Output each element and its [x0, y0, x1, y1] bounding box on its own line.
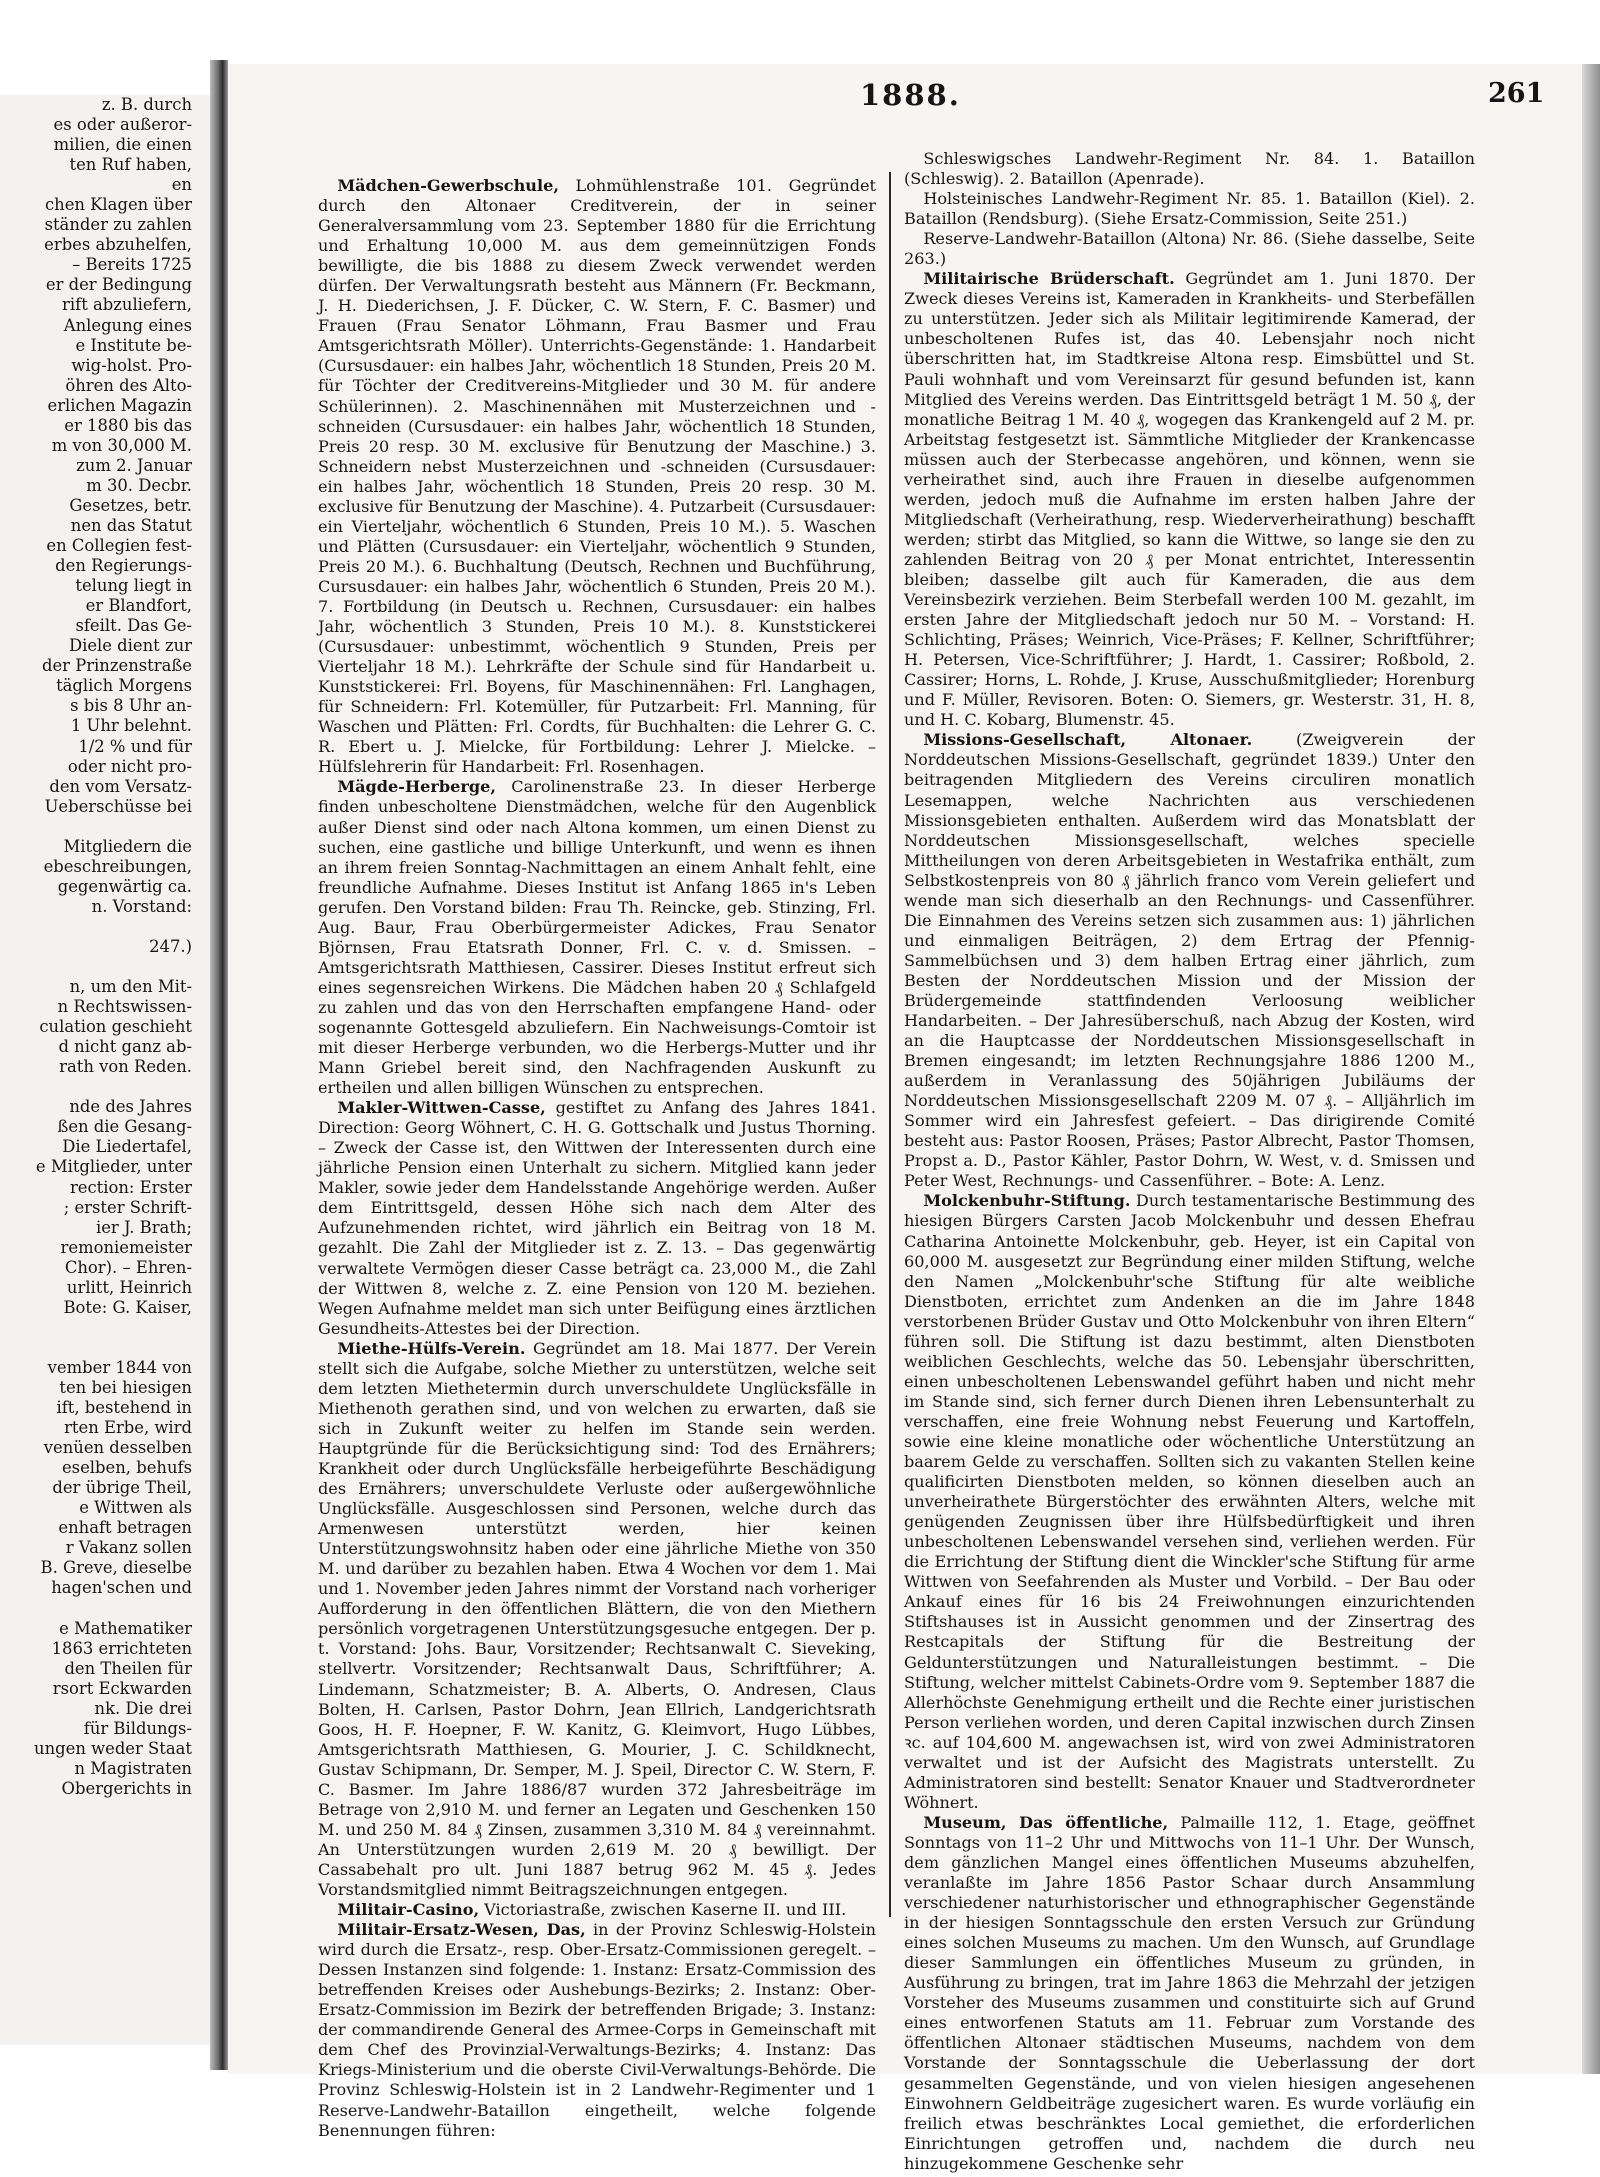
left-fragment-line: ungen weder Staat: [34, 1738, 192, 1758]
left-fragment-line: rten Erbe, wird: [64, 1418, 192, 1438]
left-fragment-line: B. Greve, dieselbe: [40, 1558, 192, 1578]
left-fragment-line: n Magistraten: [74, 1758, 192, 1778]
left-fragment-line: wig-holst. Pro-: [71, 355, 192, 375]
left-page-fragment: [0, 95, 210, 2045]
left-fragment-line: m 30. Decbr.: [86, 475, 192, 495]
left-fragment-line: er Blandfort,: [85, 596, 192, 616]
directory-entry: [318, 1900, 876, 1920]
entry-text: gestiftet zu Anfang des Jahres 1841. Direction: Georg Wöhnert, C. H. G. Gottschalk und Justus Thorning. – Zweck der Casse ist, den Wittwen der Interessenten durch eine jährliche Pension einen Unterhalt zu sichern. Mitglied kann jeder Makler, sowie jeder dem Handelsstande Angehörige werden. Außer dem Eintrittsgeld, dessen Höhe sich nach dem Alter des Aufzunehmenden richtet, wird jährlich ein Beitrag von 18 M. gezahlt. Die Zahl der Mitglieder ist z. Z. 13. – Das gegenwärtig verwaltete Vermögen dieser Casse beträgt ca. 23,000 M., die Zahl der Wittwen 8, welche z. Z. eine Pension von 120 M. beziehen. Wegen Aufnahme meldet man sich unter Beifügung eines ärztlichen Gesundheits-Attestes bei der Direction.: [318, 1098, 876, 1338]
left-fragment-line: nk. Die drei: [94, 1698, 192, 1718]
left-fragment-line: den vom Versatz-: [49, 776, 192, 796]
entry-text: Durch testamentarische Bestimmung des hiesigen Bürgers Carsten Jacob Molckenbuhr und dessen Ehefrau Catharina Antoinette Molckenbuhr, geb. Heyer, ist ein Capital von 60,000 M. ausgesetzt zur Begründung einer milden Stiftung, welche den Namen „Molckenbuhr'sche Stiftung für alte weibliche Dienstboten, errichtet zum Andenken an die im Jahre 1848 verstorbenen Brüder Gustav und Otto Molckenbuhr von ihren Eltern“ führen soll. Die Stiftung ist dazu bestimmt, alten Dienstboten weiblichen Geschlechts, welche das 50. Lebensjahr überschritten, einen unbescholtenen Lebenswandel geführt haben und nicht mehr im Stande sind, sich ferner durch Dienen ihren Lebensunterhalt zu verschaffen, eine freie Wohnung nebst Feuerung und Kartoffeln, sowie eine kleine monatliche oder wöchentliche Unterstützung an baarem Gelde zu verschaffen. Sollten sich zu vakanten Stellen keine qualificirten Dienstboten melden, so können dieselben auch an unverheirathete Bürgerstöchter des erwähnten Alters, welche mit genügenden Zeugnissen über ihre Hülfsbedürftigkeit und ihren unbescholtenen Lebenswandel versehen sind, verliehen werden. Für die Errichtung der Stiftung dient die Winckler'sche Stiftung für arme Wittwen von Seefahrenden als Muster und Vorbild. – Der Bau oder Ankauf eines für 16 bis 24 Freiwohnungen einzurichtenden Stiftshauses ist in Aussicht genommen und der Zinsertrag des Restcapitals der Stiftung für die Bestreitung der Geldunterstützungen und Naturalleistungen bestimmt. – Die Stiftung, welcher mittelst Cabinets-Ordre vom 9. September 1887 die Allerhöchste Genehmigung ertheilt und die Rechte einer juristischen Person verliehen worden, und deren Capital inzwischen durch Zinsen ꝛc. auf 104,600 M. angewachsen ist, wird von zwei Administratoren verwaltet und ist der Aufsicht des Magistrats unterstellt. Zu Administratoren sind bestellt: Senator Knauer und Stadtverordneter Wöhnert.: [904, 1191, 1475, 1812]
left-fragment-line: eselben, behufs: [61, 1458, 192, 1478]
left-fragment-line: en: [171, 175, 192, 195]
left-fragment-line: culation geschieht: [39, 1017, 192, 1037]
left-fragment-line: vember 1844 von: [47, 1357, 192, 1377]
left-fragment-line: ten Ruf haben,: [69, 155, 192, 175]
left-fragment-line: enhaft betragen: [58, 1518, 192, 1538]
entry-text: Lohmühlenstraße 101. Gegründet durch den Altonaer Creditverein, der in seiner Generalversammlung vom 23. September 1880 für die Errichtung und Erhaltung 10,000 M. aus dem gemeinnützigen Fonds bewilligte, die bis 1888 zu diesem Zweck verwendet werden dürfen. Der Verwaltungsrath besteht aus Männern (Fr. Beckmann, J. H. Diederichsen, J. F. Dücker, C. W. Stern, F. C. Basmer) und Frauen (Frau Senator Löhmann, Frau Basmer und Frau Amtsgerichtsrath Möller). Unterrichts-Gegenstände: 1. Handarbeit (Cursusdauer: ein halbes Jahr, wöchentlich 18 Stunden, Preis 20 M. für Töchter der Creditvereins-Mitglieder und 30 M. für andere Schülerinnen). 2. Maschinennähen mit Musterzeichnen und -schneiden (Cursusdauer: ein halbes Jahr, wöchentlich 18 Stunden, Preis 20 resp. 30 M. exclusive für Benutzung der Maschine.) 3. Schneidern nebst Musterzeichnen und -schneiden (Cursusdauer: ein halbes Jahr, wöchentlich 18 Stunden, Preis 20 resp. 30 M. exclusive für Benutzung der Maschine). 4. Putzarbeit (Cursusdauer: ein Vierteljahr, wöchentlich 6 Stunden, Preis 10 M.). 5. Waschen und Plätten (Cursusdauer: ein Vierteljahr, wöchentlich 9 Stunden, Preis 20 M.). 6. Buchhaltung (Deutsch, Rechnen und Buchführung, Cursusdauer: ein halbes Jahr, wöchentlich 6 Stunden, Preis 20 M.). 7. Fortbildung (in Deutsch u. Rechnen, Cursusdauer: ein halbes Jahr, wöchentlich 3 Stunden, Preis 10 M.). 8. Kunststickerei (Cursusdauer: unbestimmt, wöchentlich 9 Stunden, Preis per Vierteljahr 18 M.). Lehrkräfte der Schule sind für Handarbeit u. Kunststickerei: Frl. Boyens, für Maschinennähen: Frl. Langhagen, für Schneidern: Frl. Kotemüller, für Putzarbeit: Frl. Manning, für Waschen und Plätten: Frl. Cordts, für Buchhalten: die Lehrer G. C. R. Ebert u. J. Mielcke, für Fortbildung: Lehrer J. Mielcke. – Hülfslehrerin für Handarbeit: Frl. Rosenhagen.: [318, 176, 876, 777]
left-fragment-line: nen das Statut: [70, 515, 192, 535]
left-fragment-line: m von 30,000 M.: [51, 435, 192, 455]
left-fragment-line: oder nicht pro-: [67, 756, 192, 776]
directory-entry: [904, 229, 1475, 269]
left-fragment-line: es oder außeror-: [53, 115, 192, 135]
left-fragment-line: [0, 1599, 210, 1619]
left-fragment-line: den Regierungs-: [55, 556, 192, 576]
left-fragment-line: r Vakanz sollen: [65, 1538, 192, 1558]
left-fragment-line: sfeilt. Das Ge-: [75, 616, 192, 636]
left-fragment-line: öhren des Alto-: [65, 375, 192, 395]
left-fragment-line: chen Klagen über: [44, 195, 192, 215]
entry-title: Molckenbuhr-Stiftung.: [923, 1191, 1131, 1211]
directory-entry: [904, 1191, 1475, 1812]
entry-title: Militair-Casino,: [337, 1900, 480, 1920]
left-fragment-line: zum 2. Januar: [76, 455, 192, 475]
left-fragment-line: 1 Uhr belehnt.: [70, 716, 192, 736]
left-fragment-line: s bis 8 Uhr an-: [70, 696, 192, 716]
book-gutter: [210, 60, 228, 2070]
left-fragment-line: e Institute be-: [75, 335, 192, 355]
page-number: 261: [1488, 78, 1545, 109]
entry-text: Schleswigsches Landwehr-Regiment Nr. 84. 1. Bataillon (Schleswig). 2. Bataillon (Apenrade).: [904, 149, 1475, 189]
left-fragment-line: gegenwärtig ca.: [57, 876, 192, 896]
directory-entry: [904, 730, 1475, 1191]
left-fragment-line: Chor). – Ehren-: [64, 1257, 192, 1277]
left-fragment-line: ift, bestehend in: [56, 1398, 192, 1418]
left-fragment-line: erbes abzuhelfen,: [44, 235, 192, 255]
column-divider: [889, 172, 891, 1917]
entry-text: Holsteinisches Landwehr-Regiment Nr. 85. 1. Bataillon (Kiel). 2. Bataillon (Rendsburg). (Siehe Ersatz-Commission, Seite 251.): [904, 189, 1475, 229]
directory-entry: [904, 269, 1475, 730]
left-fragment-line: der übrige Theil,: [52, 1478, 192, 1498]
left-fragment-line: ; erster Schrift-: [63, 1197, 192, 1217]
left-fragment-line: hagen'schen und: [51, 1578, 192, 1598]
left-page-lines: [0, 95, 210, 1799]
left-fragment-line: Mitgliedern die: [63, 836, 192, 856]
left-fragment-line: [0, 917, 210, 937]
directory-entry: [904, 1813, 1475, 2174]
left-fragment-line: z. B. durch: [101, 95, 192, 114]
left-fragment-line: Anlegung eines: [63, 315, 192, 335]
entry-title: Museum, Das öffentliche,: [923, 1812, 1169, 1832]
directory-entry: [318, 1920, 876, 2141]
left-fragment-line: milien, die einen: [53, 135, 192, 155]
entry-text: Victoriastraße, zwischen Kaserne II. und III.: [479, 1900, 847, 1920]
left-fragment-line: 247.): [149, 936, 192, 956]
left-fragment-line: den Theilen für: [64, 1658, 192, 1678]
left-fragment-line: venüen desselben: [43, 1438, 192, 1458]
entry-text: Reserve-Landwehr-Bataillon (Altona) Nr. 86. (Siehe dasselbe, Seite 263.): [904, 229, 1475, 269]
left-fragment-line: rift abzuliefern,: [62, 295, 192, 315]
directory-entry: [904, 149, 1475, 189]
left-column: [318, 176, 876, 2141]
entry-title: Militair-Ersatz-Wesen, Das,: [337, 1920, 586, 1940]
left-fragment-line: nde des Jahres: [69, 1097, 192, 1117]
left-fragment-line: Bote: G. Kaiser,: [63, 1297, 192, 1317]
left-fragment-line: Diele dient zur: [68, 636, 192, 656]
left-fragment-line: [0, 1077, 210, 1097]
left-fragment-line: [0, 817, 210, 837]
left-fragment-line: Gesetzes, betr.: [69, 495, 192, 515]
left-fragment-line: n. Vorstand:: [91, 896, 192, 916]
left-fragment-line: er 1880 bis das: [64, 415, 192, 435]
entry-title: Missions-Gesellschaft, Altonaer.: [923, 730, 1253, 750]
entry-title: Makler-Wittwen-Casse,: [337, 1098, 546, 1118]
left-fragment-line: er der Bedingung: [45, 275, 192, 295]
left-fragment-line: urlitt, Heinrich: [66, 1277, 192, 1297]
left-fragment-line: ständer zu zahlen: [44, 215, 192, 235]
left-fragment-line: der Prinzenstraße: [41, 656, 192, 676]
left-fragment-line: 1/2 % und für: [78, 736, 192, 756]
left-fragment-line: e Mathematiker: [59, 1618, 192, 1638]
entry-text: Palmaille 112, 1. Etage, geöffnet Sonntags von 11–2 Uhr und Mittwochs von 11–1 Uhr. Der Wunsch, dem gänzlichen Mangel eines öffentlichen Museums abzuhelfen, veranlaßte im Jahre 1856 Pastor Schaar durch Ansammlung verschiedener naturhistorischer und ethnographischer Gegenstände in der hiesigen Sonntagsschule den ersten Versuch zur Gründung eines solchen Museums zu machen. Um den Wunsch, auf Grundlage dieser Sammlungen ein öffentliches Museum zu gründen, in Ausführung zu bringen, trat im Jahre 1863 die Mehrzahl der jetzigen Vorsteher des Museums zusammen und constituirte sich auf Grund eines entworfenen Statuts am 11. Februar zum Vorstande des öffentlichen Altonaer städtischen Museums, nachdem von dem Vorstande der Sonntagsschule die Ueberlassung der dort gesammelten Gegenstände, und von vielen hiesigen angesehenen Einwohnern Geldbeiträge zugesichert waren. Es wurde vorläufig ein freilich etwas beschränktes Local gemiethet, die erforderlichen Einrichtungen getroffen und, nachdem die durch neu hinzugekommene Geschenke sehr: [904, 1812, 1475, 2173]
left-fragment-line: 1863 errichteten: [51, 1638, 192, 1658]
left-fragment-line: täglich Morgens: [56, 676, 192, 696]
left-fragment-line: rsort Eckwarden: [52, 1678, 192, 1698]
entry-title: Miethe-Hülfs-Verein.: [337, 1338, 526, 1358]
left-fragment-line: Ueberschüsse bei: [44, 796, 192, 816]
entry-text: Gegründet am 18. Mai 1877. Der Verein stellt sich die Aufgabe, solche Miether zu unterstützen, welche seit dem letzten Miethetermin durch unverschuldete Unglücksfälle in Miethenoth gerathen sind, und von welchen zu erwarten, daß sie sich in Zukunft weiter zu helfen im Stande sein werden. Hauptgründe für die Berücksichtigung sind: Tod des Ernährers; Krankheit oder durch Unglücksfälle herbeigeführte Beschädigung des Ernährers; unverschuldete Verluste oder außergewöhnliche Unglücksfälle. Ausgeschlossen sind Personen, welche durch das Armenwesen unterstützt werden, hier keinen Unterstützungswohnsitz haben oder eine jährliche Miethe von 350 M. und darüber zu bezahlen haben. Etwa 4 Wochen vor dem 1. Mai und 1. November jeden Jahres nimmt der Vorstand nach vorheriger Aufforderung in den öffentlichen Blättern, die von den Miethern persönlich vorgetragenen Unterstützungsgesuche entgegen. Der p. t. Vorstand: Johs. Baur, Vorsitzender; Rechtsanwalt C. Sieveking, stellvertr. Vorsitzender; Rechtsanwalt Daus, Schriftführer; A. Lindemann, Schatzmeister; B. A. Alberts, O. Andresen, Claus Bolten, H. Carlsen, Pastor Dohrn, Jean Ellrich, Landgerichtsrath Goos, H. F. Hoepner, F. W. Kanitz, G. Kleimvort, Hugo Lübbes, Amtsgerichtsrath Matthiesen, G. Mourier, J. C. Schildknecht, Gustav Schipmann, Dr. Semper, M. J. Speil, Director C. W. Stern, F. C. Basmer. Im Jahre 1886/87 wurden 372 Jahresbeiträge im Betrage von 2,910 M. und ferner an Legaten und Geschenken 150 M. und 250 M. 84 ₰ Zinsen, zusammen 3,310 M. 84 ₰ vereinnahmt. An Unterstützungen wurden 2,619 M. 20 ₰ bewilligt. Der Cassabehalt pro ult. Juni 1887 betrug 962 M. 45 ₰. Jedes Vorstandsmitglied nimmt Beitragszeichnungen entgegen.: [318, 1338, 876, 1899]
entry-title: Mägde-Herberge,: [337, 777, 496, 797]
directory-entry: [318, 1339, 876, 1900]
left-fragment-line: erlichen Magazin: [47, 395, 192, 415]
left-fragment-line: e Wittwen als: [79, 1498, 192, 1518]
entry-text: (Zweigverein der Norddeutschen Missions-Gesellschaft, gegründet 1839.) Unter den beitragenden Mitgliedern des Vereins circuliren monatlich Lesemappen, welche Nachrichten aus verschiedenen Missionsgebieten enthalten. Außerdem wird das Monatsblatt der Norddeutschen Missionsgesellschaft, welches specielle Mittheilungen von deren Arbeitsgebieten in Westafrika enthält, zum Selbstkostenpreis von 80 ₰ jährlich franco vom Verein geliefert und wende man sich dieserhalb an den Rechnungs- und Cassenführer. Die Einnahmen des Vereins setzen sich zusammen aus: 1) jährlichen und einmaligen Beiträgen, 2) dem Ertrag der Pfennig-Sammelbüchsen und 3) dem halben Ertrag einer jährlich, zum Besten der Norddeutschen Mission und der Mission der Brüdergemeinde stattfindenden Verloosung weiblicher Handarbeiten. – Der Jahresüberschuß, nach Abzug der Kosten, wird an die Hauptcasse der Norddeutschen Missionsgesellschaft in Bremen eingesandt; im letzten Rechnungsjahre 1886 1200 M., außerdem in Veranlassung des 50jährigen Jubiläums der Norddeutschen Missionsgesellschaft 2209 M. 07 ₰. – Alljährlich im Sommer wird ein Jahresfest gefeiert. – Das dirigirende Comité besteht aus: Pastor Roosen, Präses; Pastor Albrecht, Pastor Thomsen, Propst a. D., Pastor Kähler, Pastor Dohrn, W. West, v. d. Smissen und Peter West, Rechnungs- und Cassenführer. – Bote: A. Lenz.: [904, 730, 1475, 1191]
directory-entry: [318, 176, 876, 777]
header-year: 1888.: [860, 78, 961, 112]
left-fragment-line: – Bereits 1725: [72, 255, 192, 275]
page-edge: [1582, 64, 1600, 2074]
directory-entry: [318, 1098, 876, 1339]
left-fragment-line: Die Liedertafel,: [62, 1137, 192, 1157]
left-fragment-line: [0, 1318, 210, 1338]
left-fragment-line: rath von Reden.: [59, 1057, 192, 1077]
left-fragment-line: Obergerichts in: [61, 1778, 192, 1798]
left-fragment-line: für Bildungs-: [83, 1718, 192, 1738]
left-fragment-line: ebeschreibungen,: [43, 856, 192, 876]
entry-text: in der Provinz Schleswig-Holstein wird durch die Ersatz-, resp. Ober-Ersatz-Commissionen geregelt. – Dessen Instanzen sind folgende: 1. Instanz: Ersatz-Commission des betreffenden Kreises oder Aushebungs-Bezirks; 2. Instanz: Ober-Ersatz-Commission im Bezirk der betreffenden Brigade; 3. Instanz: der commandirende General des Armee-Corps in Gemeinschaft mit dem Chef des Provinzial-Verwaltungs-Bezirks; 4. Instanz: Das Kriegs-Ministerium und die oberste Civil-Verwaltungs-Behörde. Die Provinz Schleswig-Holstein ist in 2 Landwehr-Regimenter und 1 Reserve-Landwehr-Bataillon eingetheilt, welche folgende Benennungen führen:: [318, 1920, 876, 2140]
left-fragment-line: n, um den Mit-: [69, 977, 192, 997]
left-fragment-line: en Collegien fest-: [46, 536, 192, 556]
left-fragment-line: ten bei hiesigen: [59, 1378, 192, 1397]
left-fragment-line: rection: Erster: [69, 1177, 192, 1197]
left-fragment-line: ßen die Gesang-: [57, 1117, 192, 1137]
right-column: [904, 149, 1475, 2174]
left-fragment-line: [0, 1338, 210, 1358]
entry-text: Carolinenstraße 23. In dieser Herberge finden unbescholtene Dienstmädchen, welche für den Augenblick außer Dienst sind oder nach Altona kommen, um einen Dienst zu suchen, eine gastliche und billige Unterkunft, und wenn es ihnen an ihrem freien Sonntag-Nachmittagen an einem Anhalt fehlt, eine freundliche Aufnahme. Dieses Institut ist Anfang 1865 in's Leben gerufen. Den Vorstand bilden: Frau Th. Reincke, geb. Stinzing, Frl. Aug. Baur, Frau Oberbürgermeister Adickes, Frau Senator Björnsen, Frau Etatsrath Donner, Frl. C. v. d. Smissen. – Amtsgerichtsrath Matthiesen, Cassirer. Dieses Institut erfreut sich eines segensreichen Wirkens. Die Mädchen haben 20 ₰ Schlafgeld zu zahlen und das von den Herrschaften empfangene Hand- oder sogenannte Gottesgeld abzuliefern. Ein Nachweisungs-Comtoir ist mit dieser Herberge verbunden, wo die Herbergs-Mutter und ihr Mann Griebel bereit sind, den Nachfragenden Auskunft zu ertheilen und allen billigen Wünschen zu entsprechen.: [318, 777, 876, 1098]
entry-text: Gegründet am 1. Juni 1870. Der Zweck dieses Vereins ist, Kameraden in Krankheits- und Sterbefällen zu unterstützen. Jeder sich als Militair legitimirende Kamerad, der unbescholtenen Rufes ist, das 40. Lebensjahr noch nicht überschritten hat, im Stadtkreise Altona resp. Eimsbüttel und St. Pauli wohnhaft und vom Vereinsarzt für gesund befunden ist, kann Mitglied des Vereins werden. Das Eintrittsgeld beträgt 1 M. 50 ₰, der monatliche Beitrag 1 M. 40 ₰, wogegen das Krankengeld auf 2 M. pr. Arbeitstag festgesetzt ist. Sämmtliche Mitglieder der Krankencasse müssen auch der Sterbecasse angehören, und können, wenn sie verheirathet sind, auch ihre Frauen in dieselbe aufgenommen werden, jedoch muß die Aufnahme im ersten halben Jahre der Mitgliedschaft (Verheirathung, resp. Wiederverheirathung) beschafft werden; stirbt das Mitglied, so kann die Wittwe, so lange sie den zu zahlenden Beitrag von 20 ₰ per Monat entrichtet, Interessentin bleiben; dasselbe gilt auch für Kameraden, die aus dem Vereinsbezirk verziehen. Beim Sterbefall werden 100 M. gezahlt, im ersten Jahre der Mitgliedschaft jedoch nur 50 M. – Vorstand: H. Schlichting, Präses; Weinrich, Vice-Präses; F. Kellner, Schriftführer; H. Petersen, Vice-Schriftführer; J. Hardt, 1. Cassirer; Roßbold, 2. Cassirer; Horns, L. Rohde, J. Kruse, Ausschußmitglieder; Horenburg und F. Müller, Revisoren. Boten: O. Siemers, gr. Westerstr. 31, H. 8, und H. C. Kobarg, Blumenstr. 45.: [904, 269, 1475, 730]
left-fragment-line: n Rechtswissen-: [57, 997, 192, 1017]
directory-entry: [904, 189, 1475, 229]
directory-entry: [318, 777, 876, 1098]
left-fragment-line: telung liegt in: [75, 576, 192, 596]
entry-title: Militairische Brüderschaft.: [923, 269, 1175, 289]
left-fragment-line: e Mitglieder, unter: [35, 1157, 192, 1177]
left-fragment-line: [0, 957, 210, 977]
left-fragment-line: remoniemeister: [60, 1237, 192, 1257]
entry-title: Mädchen-Gewerbschule,: [337, 176, 559, 195]
left-fragment-line: d nicht ganz ab-: [58, 1037, 192, 1057]
left-fragment-line: ier J. Brath;: [95, 1217, 192, 1237]
